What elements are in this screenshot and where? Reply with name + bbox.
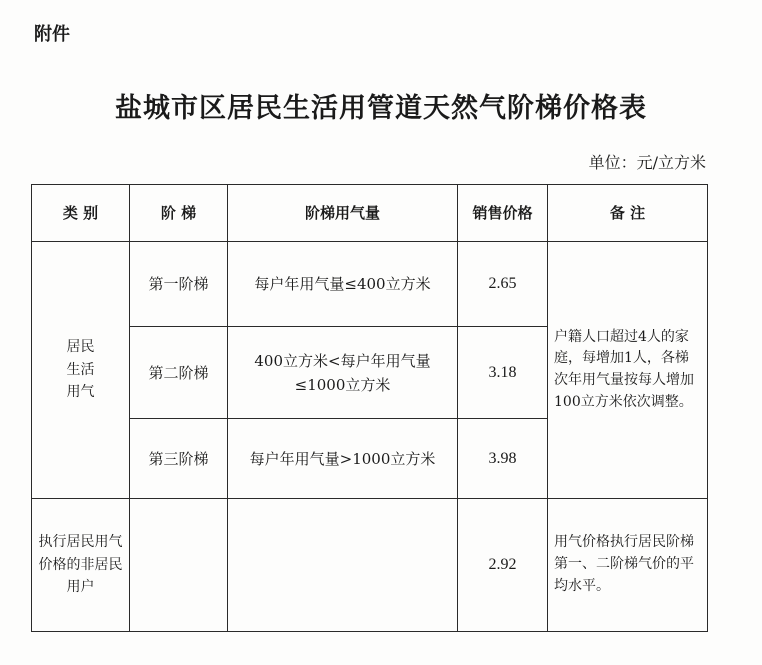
table-row [32,242,708,327]
attachment-label: 附件 [34,24,70,45]
price-table [31,184,708,632]
price-cell: 2.65 [458,242,548,327]
column-header-note: 备 注 [548,185,708,242]
usage-cell: 400立方米<每户年用气量≤1000立方米 [228,327,458,419]
note-nonresidential: 用气价格执行居民阶梯第一、二阶梯气价的平均水平。 [548,499,708,632]
tier-cell: 第二阶梯 [130,327,228,419]
usage-cell: 每户年用气量≤400立方米 [228,242,458,327]
column-header-price: 销售价格 [458,185,548,242]
tier-cell [130,499,228,632]
price-cell: 2.92 [458,499,548,632]
category-nonresidential: 执行居民用气价格的非居民用户 [32,499,130,632]
tier-cell: 第一阶梯 [130,242,228,327]
price-cell: 3.98 [458,419,548,499]
table-row [32,499,708,632]
category-residential: 居民 生活 用气 [32,242,130,499]
price-cell: 3.18 [458,327,548,419]
column-header-usage: 阶梯用气量 [228,185,458,242]
usage-cell: 每户年用气量>1000立方米 [228,419,458,499]
page-title: 盐城市区居民生活用管道天然气阶梯价格表 [115,93,647,124]
usage-cell [228,499,458,632]
unit-label: 单位：元/立方米 [588,153,706,172]
column-header-tier: 阶 梯 [130,185,228,242]
tier-cell: 第三阶梯 [130,419,228,499]
table-header-row [32,185,708,242]
column-header-category: 类 别 [32,185,130,242]
note-residential: 户籍人口超过4人的家庭，每增加1人，各梯次年用气量按每人增加100立方米依次调整。 [548,242,708,499]
